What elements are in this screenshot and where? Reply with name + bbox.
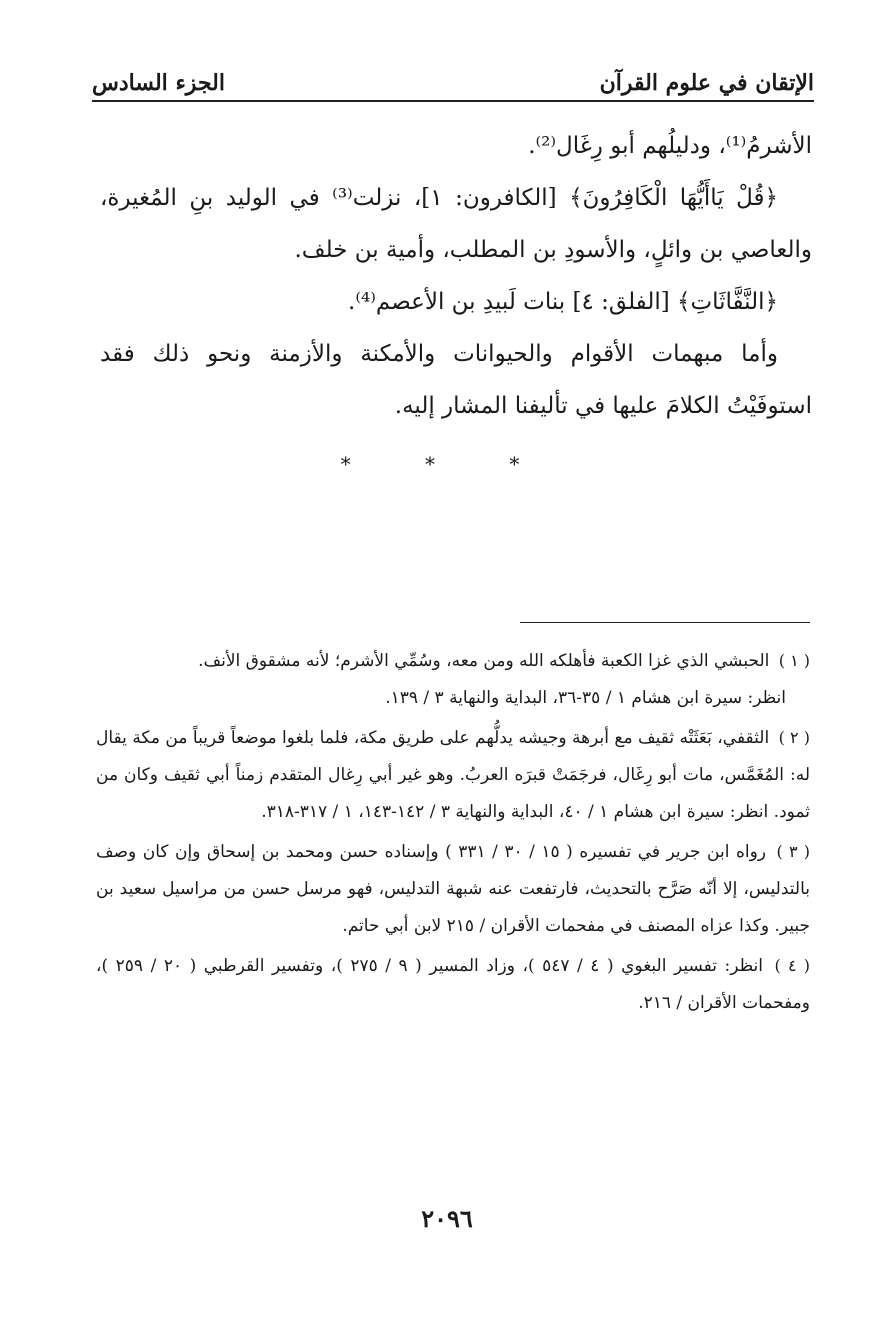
footnote-number: ( ٢ ) — [778, 728, 811, 747]
body-paragraph: الأشرمُ⁽¹⁾، ودليلُهم أبو رِغَال⁽²⁾. — [528, 133, 812, 159]
footnote-text: انظر: تفسير البغوي ( ٤ / ٥٤٧ )، وزاد المسير ( ٩ / ٢٧٥ )، وتفسير القرطبي ( ٢٠ / ٢٥٩ )، ومفحمات الأقران / ٢١٦. — [96, 956, 810, 1013]
footnote-2 — [96, 719, 810, 831]
book-title: الإتقان في علوم القرآن — [599, 69, 814, 96]
footnotes — [96, 642, 810, 1024]
footnote-number: ( ١ ) — [778, 651, 810, 670]
footnote-number: ( ٤ ) — [774, 956, 811, 975]
footnote-3 — [96, 833, 810, 945]
footnote-text: الحبشي الذي غزا الكعبة فأهلكه الله ومن معه، وسُمِّي الأشرم؛ لأنه مشقوق الأنف. — [198, 651, 770, 671]
page-number: ٢٠٩٦ — [421, 1204, 473, 1233]
main-text — [100, 120, 812, 432]
footnote-continuation: انظر: سيرة ابن هشام ١ / ٣٥-٣٦، البداية والنهاية ٣ / ١٣٩. — [385, 688, 786, 708]
footnote-1 — [96, 642, 810, 717]
footnote-4 — [96, 947, 810, 1022]
body-paragraph: وأما مبهمات الأقوام والحيوانات والأمكنة والأزمنة ونحو ذلك فقد استوفَيْتُ الكلامَ عليها في تأليفنا المشار إليه. — [100, 341, 812, 419]
footnote-number: ( ٣ ) — [776, 842, 810, 861]
footnote-text: رواه ابن جرير في تفسيره ( ١٥ / ٣٠ / ٣٣١ ) وإسناده حسن ومحمد بن إسحاق وإن كان وصف بالتدليس، إلا أنّه صَرَّح بالتحديث، فارتفعت عنه شبهة التدليس، فهو مرسل حسن من مراسيل سعيد بن جبير. وكذا عزاه المصنف في مفحمات الأقران / ٢١٥ لابن أبي حاتم. — [96, 842, 810, 936]
volume-label: الجزء السادس — [92, 69, 225, 96]
body-paragraph: ﴿النَّفَّاثَاتِ﴾ [الفلق: ٤] بنات لَبيدِ بن الأعصم⁽⁴⁾. — [348, 289, 778, 315]
footnote-rule — [520, 622, 810, 623]
body-paragraph: ﴿قُلْ يَاأَيُّهَا الْكَافِرُونَ﴾ [الكافرون: ١]، نزلت⁽³⁾ في الوليد بنِ المُغيرة، والعاصي بن وائلٍ، والأسودِ بن المطلب، وأمية بن خلف. — [100, 185, 812, 263]
footnote-text: الثقفي، بَعَثَتْه ثقيف مع أبرهة وجيشه يدلُّهم على طريق مكة، فلما بلغوا موضعاً قريباً من مكة يقال له: المُغَمَّس، مات أبو رِغَال، فرجَمَتْ قبرَه العربُ. وهو غير أبي رِغال المتقدم زمناً أبي ثقيف وكان من ثمود. انظر: سيرة ابن هشام ١ / ٤٠، البداية والنهاية ٣ / ١٤٢-١٤٣، ١ / ٣١٧-٣١٨. — [96, 728, 810, 822]
section-separator: * * * — [340, 452, 554, 476]
running-header — [92, 52, 814, 102]
